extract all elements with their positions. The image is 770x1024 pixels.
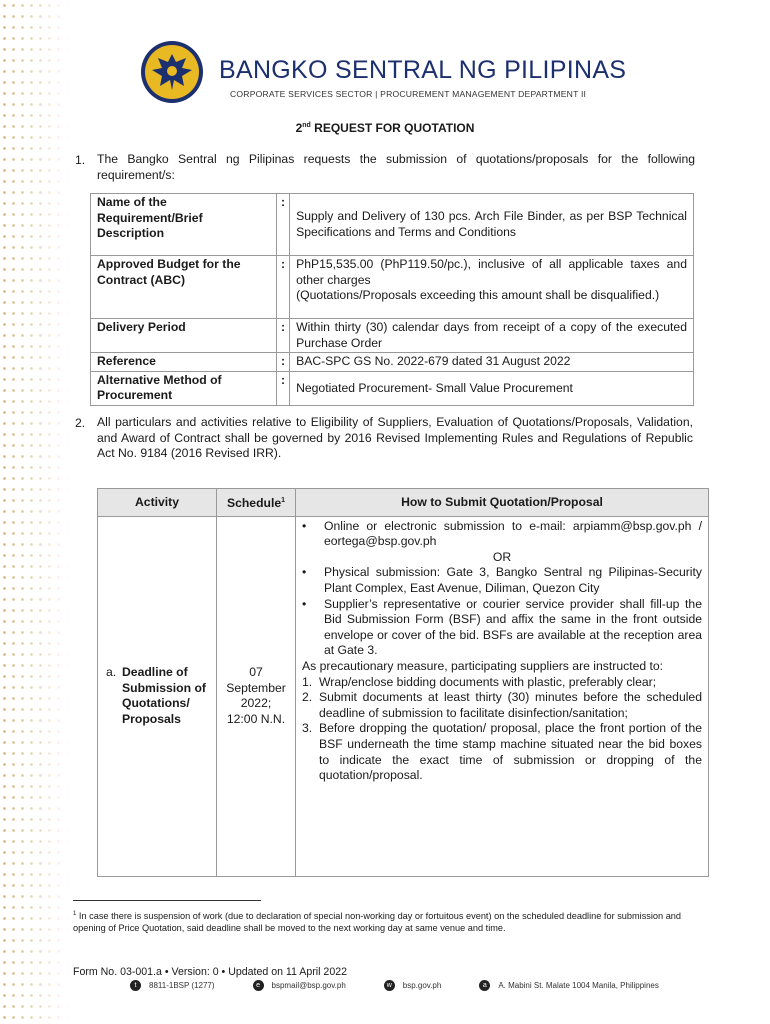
row-value: Negotiated Procurement- Small Value Procurement xyxy=(290,371,694,405)
email-address: bspmail@bsp.gov.ph xyxy=(271,981,346,990)
row-label: Reference xyxy=(91,353,277,372)
location-icon: a xyxy=(479,980,490,991)
row-value: Within thirty (30) calendar days from receipt of a copy of the executed Purchase Order xyxy=(290,319,694,353)
header-schedule: Schedule$^1$ xyxy=(217,489,296,517)
table-row: Delivery Period : Within thirty (30) calendar days from receipt of a copy of the executed Purchase Order xyxy=(91,319,694,353)
requirement-table xyxy=(90,193,694,406)
phone-icon: t xyxy=(130,980,141,991)
row-value: BAC-SPC GS No. 2022-679 dated 31 August 2022 xyxy=(290,353,694,372)
email-icon: e xyxy=(253,980,264,991)
bsp-seal-logo xyxy=(140,40,204,104)
header-activity: Activity xyxy=(98,489,217,517)
table-row: Reference : BAC-SPC GS No. 2022-679 dated 31 August 2022 xyxy=(91,353,694,372)
section-1-number: 1. xyxy=(75,153,86,167)
footnote-divider xyxy=(73,900,261,901)
org-subheader: CORPORATE SERVICES SECTOR | PROCUREMENT MANAGEMENT DEPARTMENT II xyxy=(230,89,587,99)
table-row: Name of the Requirement/Brief Description : Supply and Delivery of 130 pcs. Arch File Binder, as per BSP Technical Specifications and Terms and Conditions xyxy=(91,194,694,256)
table-row: Alternative Method of Procurement : Negotiated Procurement- Small Value Procurement xyxy=(91,371,694,405)
activity-cell: a. Deadline of Submission of Quotations/ Proposals xyxy=(98,516,217,876)
phone-number: 8811-1BSP (1277) xyxy=(149,981,215,990)
table-row xyxy=(98,516,709,876)
row-label: Approved Budget for the Contract (ABC) xyxy=(91,256,277,319)
row-value: PhP15,535.00 (PhP119.50/pc.), inclusive of all applicable taxes and other charges (Quotations/Proposals exceeding this amount shall be disqualified.) xyxy=(290,256,694,319)
submission-schedule-table xyxy=(97,488,709,877)
section-2-number: 2. xyxy=(75,416,86,430)
how-to-submit-cell: • Online or electronic submission to e-mail: arpiamm@bsp.gov.ph / eortega@bsp.gov.ph OR • Physical submission: Gate 3, Bangko Sentral ng Pilipinas-Security Plant Complex, East Avenue, Diliman, Quezon City • Supplier’s representative or courier service provider shall fill-up the Bid Submission Form (BSF) and affix the same in the front outside envelope or cover of the bid. BSFs are available at the reception area at Gate 3. As precautionary measure, participating suppliers are instructed to: 1. Wrap/enclose bidding documents with plastic, preferably clear; 2. Submit documents at least thirty (30) minutes before the scheduled deadline of submission to facilitate disinfection/sanitation; 3. Before dropping the quotation/ proposal, place the front portion of the BSF underneath the time stamp machine situated near the bid boxes to indicate the exact time of submission or dropping of the quotation/proposal. xyxy=(296,516,709,876)
table-row: Approved Budget for the Contract (ABC) : PhP15,535.00 (PhP119.50/pc.), inclusive of all applicable taxes and other charges (Quotations/Proposals exceeding this amount shall be disqualified.) xyxy=(91,256,694,319)
row-label: Delivery Period xyxy=(91,319,277,353)
row-label: Alternative Method of Procurement xyxy=(91,371,277,405)
document-title: 2nd REQUEST FOR QUOTATION xyxy=(295,121,475,135)
row-label: Name of the Requirement/Brief Description xyxy=(91,194,277,256)
section-1-text: The Bangko Sentral ng Pilipinas requests the submission of quotations/proposals for the following requirement/s: xyxy=(97,152,695,182)
form-info: Form No. 03-001.a • Version: 0 • Updated on 11 April 2022 xyxy=(73,966,347,978)
header-how-to-submit: How to Submit Quotation/Proposal xyxy=(296,489,709,517)
row-value: Supply and Delivery of 130 pcs. Arch File Binder, as per BSP Technical Specifications and Terms and Conditions xyxy=(290,194,694,256)
website: bsp.gov.ph xyxy=(402,981,442,990)
address: A. Mabini St. Malate 1004 Manila, Philippines xyxy=(498,981,659,990)
dotted-border-decoration xyxy=(0,0,70,1024)
section-2-text: All particulars and activities relative to Eligibility of Suppliers, Evaluation of Quotations/Proposals, Validation, and Award of Contract shall be governed by 2016 Revised Implementing Rules and Regulations of Republic Act No. 9184 (2016 Revised IRR). xyxy=(97,415,693,461)
schedule-cell: 07 September 2022; 12:00 N.N. xyxy=(217,516,296,876)
footnote: $^1$ In case there is suspension of work (due to declaration of special non-working day or fortuitous event) on the scheduled deadline for submission and opening of Price Quotation, said deadline shall be moved to the next working day at same venue and time. xyxy=(73,911,682,934)
org-name: BANGKO SENTRAL NG PILIPINAS xyxy=(219,56,627,84)
table-header-row xyxy=(98,489,709,517)
contact-bar xyxy=(130,980,659,991)
web-icon: w xyxy=(384,980,395,991)
